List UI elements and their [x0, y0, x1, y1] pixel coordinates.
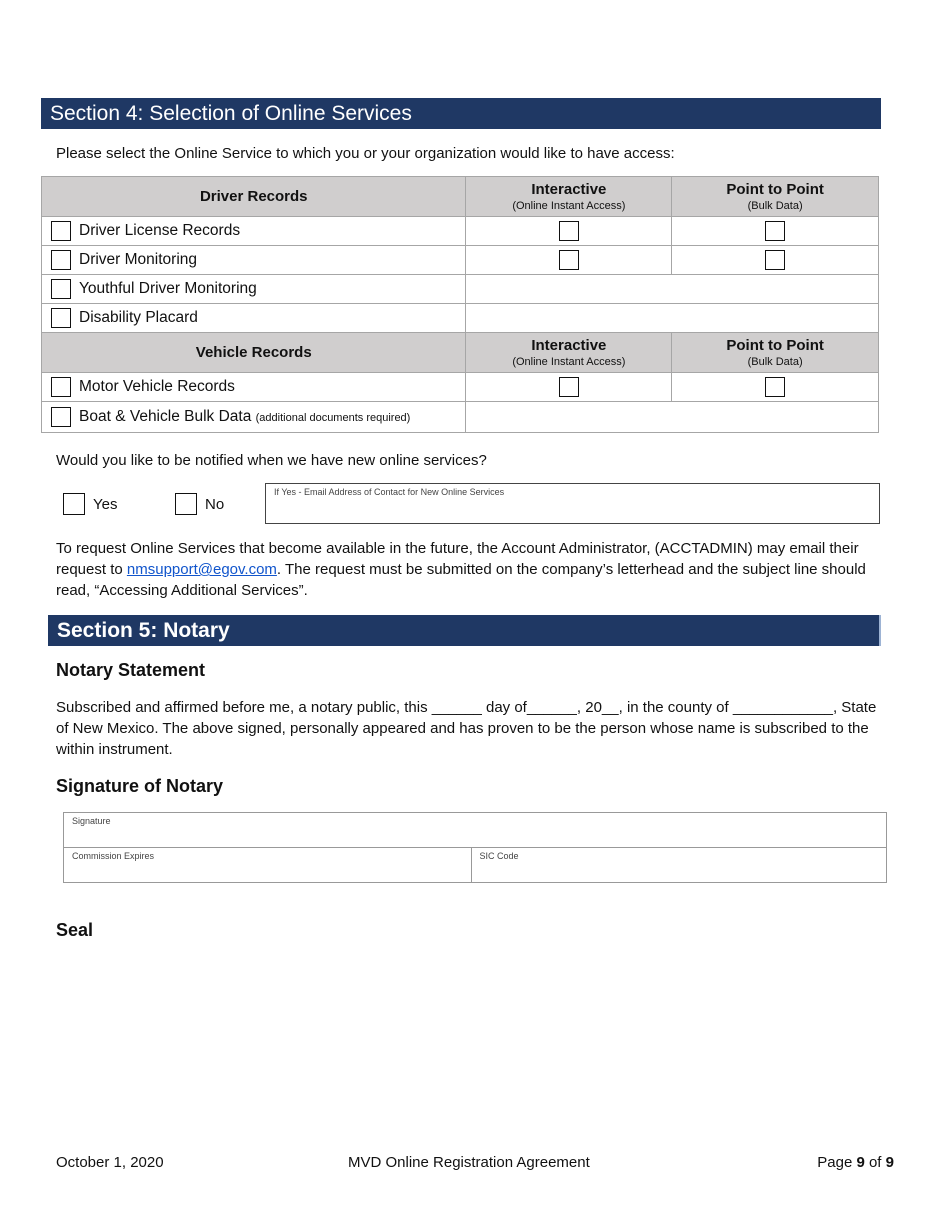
driver-monitoring-label: Driver Monitoring	[79, 251, 198, 268]
notify-no-option[interactable]	[175, 493, 224, 515]
driver-monitoring-interactive-checkbox[interactable]	[559, 250, 579, 270]
boat-vehicle-bulk-data-label: Boat & Vehicle Bulk Data (additional documents required)	[79, 408, 411, 425]
boat-vehicle-bulk-data-checkbox[interactable]	[51, 407, 71, 427]
driver-license-interactive-checkbox[interactable]	[559, 221, 579, 241]
notify-question: Would you like to be notified when we have new online services?	[56, 452, 487, 469]
disability-placard-checkbox[interactable]	[51, 308, 71, 328]
commission-expires-field[interactable]	[64, 848, 472, 883]
vehicle-records-header-row	[42, 333, 879, 373]
section-4-intro: Please select the Online Service to which you or your organization would like to have access:	[56, 145, 675, 162]
motor-vehicle-p2p-checkbox[interactable]	[765, 377, 785, 397]
commission-expires-label: Commission Expires	[72, 851, 155, 861]
table-row	[42, 373, 879, 402]
footer-date: October 1, 2020	[56, 1154, 164, 1171]
notify-no-label: No	[205, 495, 225, 513]
signature-field-label: Signature	[72, 816, 111, 826]
support-email-link[interactable]: nmsupport@egov.com	[126, 561, 277, 578]
motor-vehicle-interactive-checkbox[interactable]	[559, 377, 579, 397]
notify-yes-label: Yes	[93, 495, 118, 513]
section-5-header: Section 5: Notary	[48, 615, 881, 646]
notify-no-checkbox[interactable]	[175, 493, 197, 515]
notary-signature-table	[63, 812, 887, 883]
sic-code-label: SIC Code	[479, 851, 519, 861]
sic-code-field[interactable]	[471, 848, 886, 883]
notary-statement-heading: Notary Statement	[56, 660, 206, 680]
youthful-driver-monitoring-label: Youthful Driver Monitoring	[79, 280, 257, 297]
online-services-table	[41, 176, 879, 433]
table-row	[42, 275, 879, 304]
table-row	[42, 217, 879, 246]
signature-field[interactable]	[64, 813, 887, 848]
footer-page-number: Page 9 of 9	[817, 1154, 894, 1171]
point-to-point-header: Point to Point (Bulk Data)	[672, 333, 879, 373]
point-to-point-header: Point to Point (Bulk Data)	[672, 177, 879, 217]
youthful-driver-monitoring-checkbox[interactable]	[51, 279, 71, 299]
notify-yes-checkbox[interactable]	[63, 493, 85, 515]
table-row	[42, 246, 879, 275]
notary-statement-text: Subscribed and affirmed before me, a notary public, this ______ day of______, 20__, in the county of ____________, State of New Mexico. The above signed, personally appeared and has proven to be the person whose name is subscribed to the within instrument.	[56, 699, 877, 758]
driver-records-header: Driver Records	[42, 177, 466, 217]
table-row	[42, 304, 879, 333]
notify-yes-option[interactable]	[63, 493, 117, 515]
footer-document-title: MVD Online Registration Agreement	[348, 1154, 590, 1171]
disability-placard-label: Disability Placard	[79, 309, 198, 326]
signature-of-notary-heading: Signature of Notary	[56, 776, 224, 796]
section-4-header: Section 4: Selection of Online Services	[41, 98, 881, 129]
request-paragraph: To request Online Services that become available in the future, the Account Administrator, (ACCTADMIN) may email their request to nmsupport@egov.com. The request must be submitted on the company’s letterhead and the subject line should read, “Accessing Additional Services”.	[56, 540, 866, 599]
interactive-header: Interactive (Online Instant Access)	[466, 177, 672, 217]
driver-records-header-row	[42, 177, 879, 217]
driver-license-p2p-checkbox[interactable]	[765, 221, 785, 241]
driver-license-records-label: Driver License Records	[79, 222, 241, 239]
contact-email-field[interactable]	[265, 483, 880, 524]
driver-monitoring-p2p-checkbox[interactable]	[765, 250, 785, 270]
contact-email-field-label: If Yes - Email Address of Contact for New Online Services	[274, 487, 505, 497]
table-row	[42, 402, 879, 433]
interactive-header: Interactive (Online Instant Access)	[466, 333, 672, 373]
seal-heading: Seal	[56, 920, 94, 940]
vehicle-records-header: Vehicle Records	[42, 333, 466, 373]
additional-documents-note: (additional documents required)	[255, 412, 411, 424]
driver-monitoring-checkbox[interactable]	[51, 250, 71, 270]
driver-license-records-checkbox[interactable]	[51, 221, 71, 241]
motor-vehicle-records-checkbox[interactable]	[51, 377, 71, 397]
motor-vehicle-records-label: Motor Vehicle Records	[79, 378, 235, 395]
